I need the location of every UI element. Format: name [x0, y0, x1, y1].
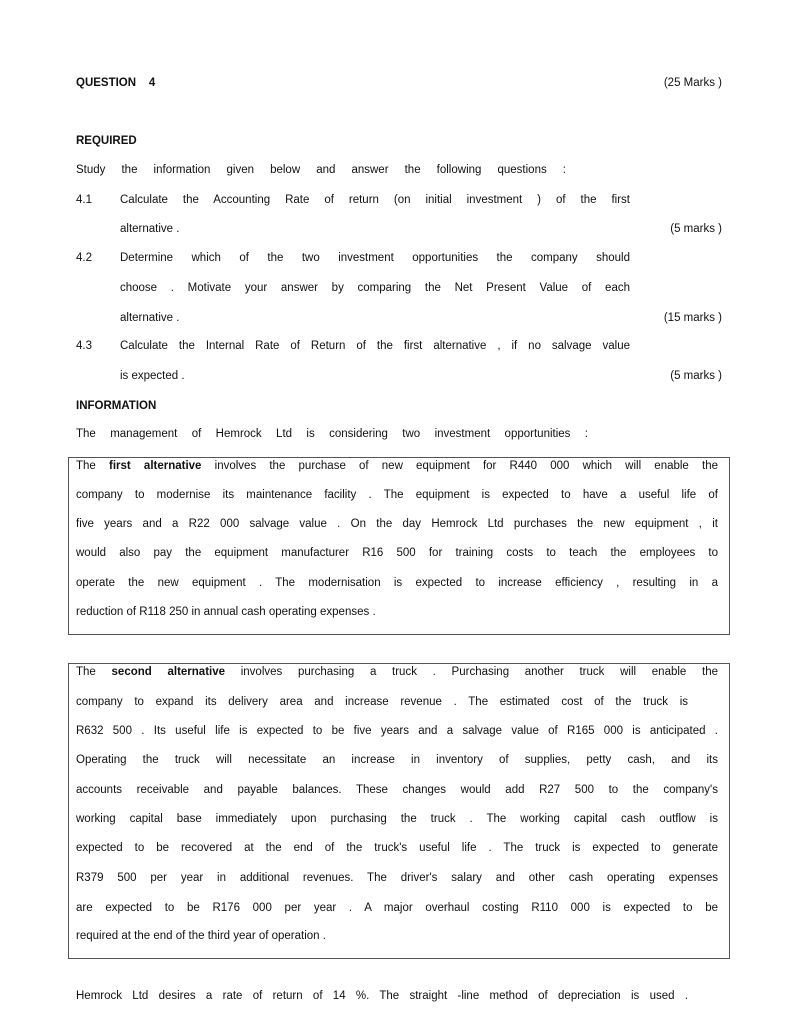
first-alternative-line: would also pay the equipment manufacturer R16 500 for training costs to teach the employees to	[76, 547, 718, 559]
required-heading: REQUIRED	[76, 135, 137, 147]
second-alternative-line: working capital base immediately upon purchasing the truck . The working capital cash outflow is	[76, 813, 718, 825]
question-text: Calculate the Accounting Rate of return (on initial investment ) of the first	[120, 194, 630, 206]
question-text: alternative .	[120, 312, 180, 324]
question-number: 4.2	[76, 252, 92, 264]
text: involves purchasing a truck . Purchasing another truck will enable the	[240, 666, 718, 678]
second-alternative-line: Operating the truck will necessitate an increase in inventory of supplies, petty cash, and its	[76, 754, 718, 766]
question-text: Determine which of the two investment opportunities the company should	[120, 252, 630, 264]
question-number: 4.1	[76, 194, 92, 206]
information-heading: INFORMATION	[76, 400, 157, 412]
second-alternative-line: accounts receivable and payable balances. These changes would add R27 500 to the company's	[76, 784, 718, 796]
question-marks: (5 marks )	[670, 223, 722, 235]
information-intro: The management of Hemrock Ltd is considering two investment opportunities :	[76, 428, 588, 440]
first-alternative-line: five years and a R22 000 salvage value . On the day Hemrock Ltd purchases the new equipment , it	[76, 518, 718, 530]
text: involves the purchase of new equipment for R440 000 which will enable the	[214, 460, 718, 472]
first-alternative-line: reduction of R118 250 in annual cash operating expenses .	[76, 606, 376, 618]
question-marks: (15 marks )	[663, 312, 722, 324]
question-title: QUESTION 4	[76, 77, 156, 89]
first-alternative-line	[76, 458, 718, 474]
question-number: 4.3	[76, 340, 92, 352]
first-alternative-line: operate the new equipment . The modernisation is expected to increase efficiency , resulting in a	[76, 577, 718, 589]
second-alternative-line	[76, 664, 718, 680]
text: The	[76, 666, 96, 678]
question-marks: (5 marks )	[670, 370, 722, 382]
bold-text: first alternative	[109, 460, 202, 472]
bold-text: second alternative	[111, 666, 226, 678]
question-text: alternative .	[120, 223, 180, 235]
question-text: choose . Motivate your answer by comparing the Net Present Value of each	[120, 282, 630, 294]
first-alternative-line: company to modernise its maintenance facility . The equipment is expected to have a useful life of	[76, 489, 718, 501]
second-alternative-line: are expected to be R176 000 per year . A major overhaul costing R110 000 is expected to be	[76, 902, 718, 914]
question-text: Calculate the Internal Rate of Return of the first alternative , if no salvage value	[120, 340, 630, 352]
second-alternative-line: company to expand its delivery area and increase revenue . The estimated cost of the truck is	[76, 696, 688, 708]
question-text: is expected .	[120, 370, 185, 382]
required-intro: Study the information given below and answer the following questions :	[76, 164, 566, 176]
second-alternative-line: R379 500 per year in additional revenues. The driver's salary and other cash operating expenses	[76, 872, 718, 884]
second-alternative-line: R632 500 . Its useful life is expected to be five years and a salvage value of R165 000 is anticipated .	[76, 725, 718, 737]
second-alternative-line: expected to be recovered at the end of the truck's useful life . The truck is expected to generate	[76, 842, 718, 854]
footer-note: Hemrock Ltd desires a rate of return of 14 %. The straight -line method of depreciation is used .	[76, 990, 688, 1002]
second-alternative-line: required at the end of the third year of operation .	[76, 930, 326, 942]
text: The	[76, 460, 96, 472]
question-marks: (25 Marks )	[663, 77, 722, 89]
